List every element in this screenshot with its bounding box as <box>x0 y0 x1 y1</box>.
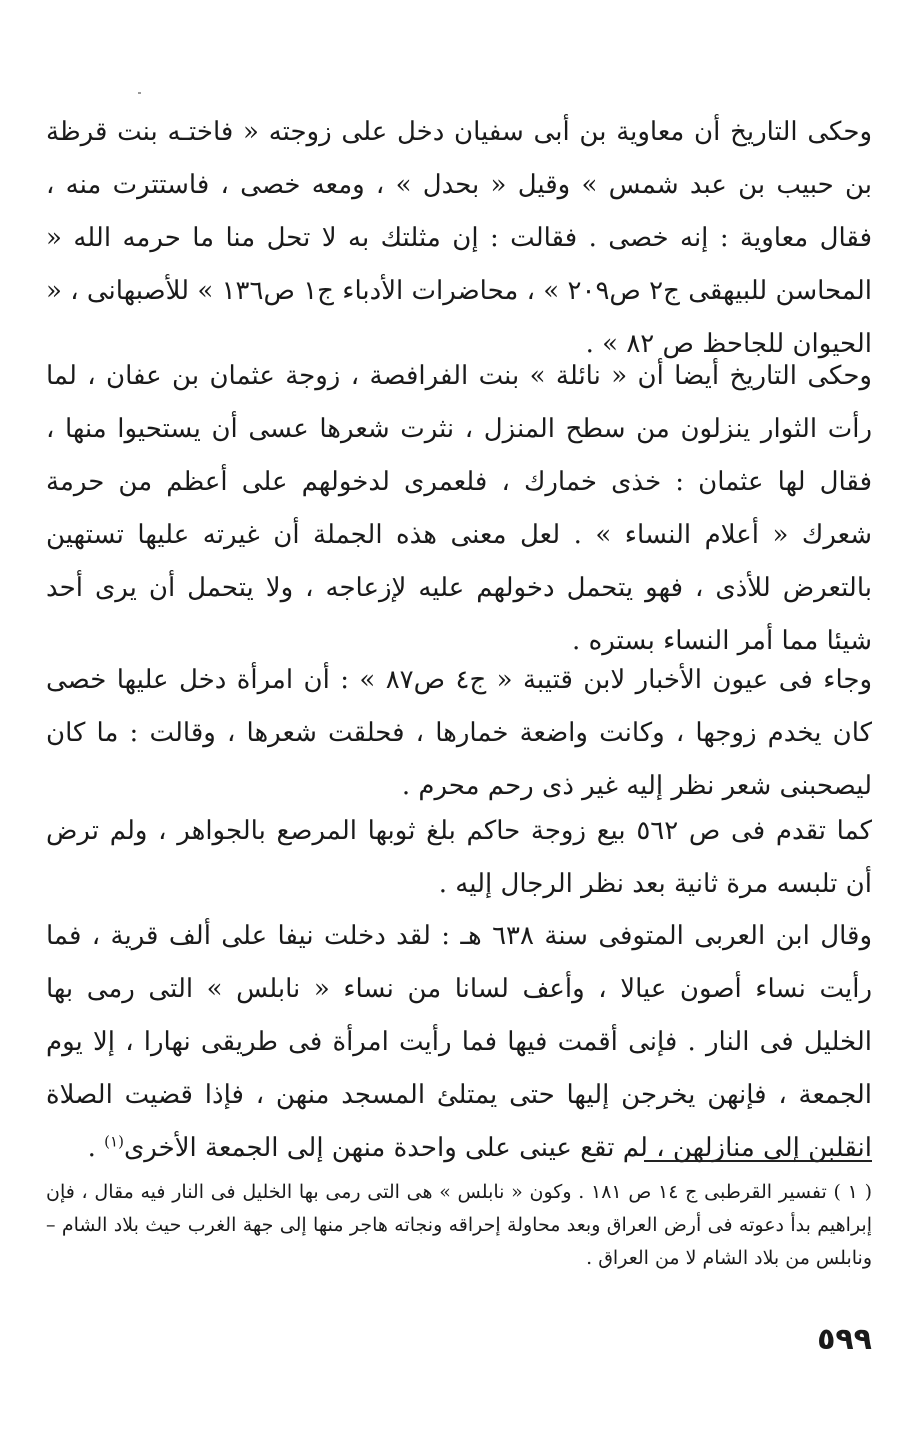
footnote-divider <box>644 1160 872 1162</box>
paragraph-uyun-al-akhbar: وجاء فى عيون الأخبار لابن قتيبة « ج٤ ص٨٧ » : أن امرأة دخل عليها خصى كان يخدم زوجها ، وكانت واضعة خمارها ، فحلقت شعرها ، وقالت : ما كان ليصحبنى شعر نظر إليه غير ذى رحم محرم . <box>46 665 873 801</box>
paragraph-ibn-arabi <box>46 910 872 1175</box>
paragraph-ibn-arabi-end: . <box>87 1133 105 1163</box>
footnote-reference[interactable]: (١) <box>104 1132 124 1151</box>
footnote: ( ١ ) تفسير القرطبى ج ١٤ ص ١٨١ . وكون « نابلس » هى التى رمى بها الخليل فى النار فيه مقال ، فإن إبراهيم بدأ دعوته فى أرض العراق وبعد محاولة إحراقه ونجاته هاجر منها إلى جهة الغرب حيث بلاد الشام – ونابلس من بلاد الشام لا من العراق . <box>46 1181 873 1269</box>
paragraph-muawiya: وحكى التاريخ أن معاوية بن أبى سفيان دخل على زوجته « فاختـه بنت قرظة بن حبيب بن عبد شمس » وقيل « بحدل » ، ومعه خصى ، فاستترت منه ، فقال معاوية : إنه خصى . فقالت : إن مثلتك به لا تحل منا ما حرمه الله « المحاسن للبيهقى ج٢ ص٢٠٩ » ، محاضرات الأدباء ج١ ص١٣٦ » للأصبهانى ، « الحيوان للجاحظ ص ٨٢ » . <box>46 117 872 359</box>
paragraph-jeweled-garment: كما تقدم فى ص ٥٦٢ بيع زوجة حاكم بلغ ثوبها المرصع بالجواهر ، ولم ترض أن تلبسه مرة ثانية بعد نظر الرجال إليه . <box>46 816 872 899</box>
scan-speck <box>138 92 141 94</box>
paragraph-ibn-arabi-text: وقال ابن العربى المتوفى سنة ٦٣٨ هـ : لقد دخلت نيفا على ألف قرية ، فما رأيت نساء أصون عيالا ، وأعف لسانا من نساء « نابلس » التى رمى بها الخليل فى النار . فإنى أقمت فيها فما رأيت امرأة فى طريقى نهارا ، إلا يوم الجمعة ، فإنهن يخرجن إليها حتى يمتلئ المسجد منهن ، فإذا قضيت الصلاة انقلبن إلى منازلهن ، لم تقع عينى على واحدة منهن إلى الجمعة الأخرى <box>46 921 872 1163</box>
book-page <box>46 0 872 1436</box>
paragraph-naila: وحكى التاريخ أيضا أن « نائلة » بنت الفرافصة ، زوجة عثمان بن عفان ، لما رأت الثوار ينزلون من سطح المنزل ، نثرت شعرها عسى أن يستحيوا منها ، فقال لها عثمان : خذى خمارك ، فلعمرى لدخولهم على أعظم من حرمة شعرك « أعلام النساء » . لعل معنى هذه الجملة أن غيرته عليها تستهين بالتعرض للأذى ، فهو يتحمل دخولهم عليه لإزعاجه ، ولا يتحمل أن يرى أحد شيئا مما أمر النساء بستره . <box>46 361 872 656</box>
page-number: ٥٩٩ <box>817 1322 872 1357</box>
